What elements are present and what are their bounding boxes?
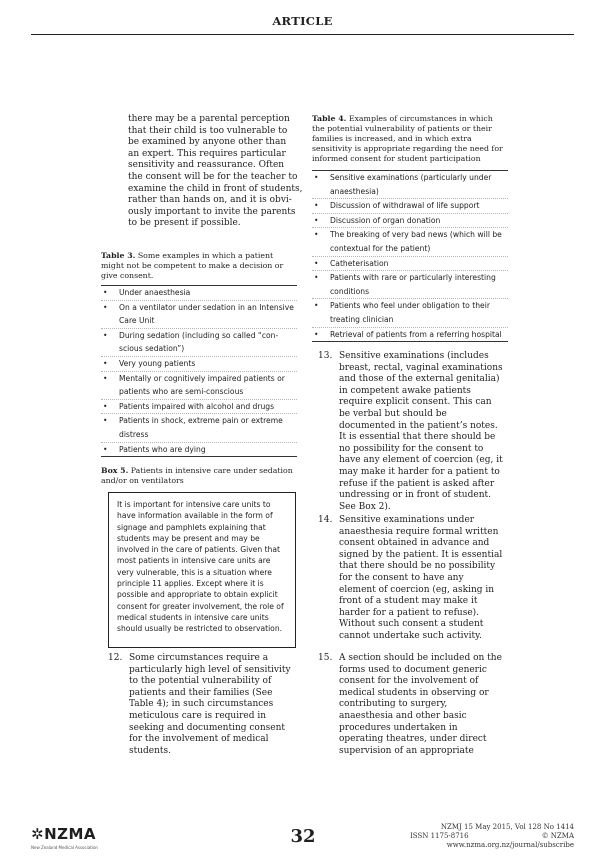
table4-item: • Discussion of withdrawal of life support (312, 199, 508, 214)
table3-list (101, 286, 297, 457)
table3-caption-text: Some examples in which a patient might not be competent to make a decision or give consent. (101, 251, 284, 280)
item-12-number: 12. (108, 653, 123, 663)
item-14-number: 14. (318, 515, 333, 525)
intro-paragraph (128, 114, 303, 230)
table3-item: • Patients who are dying (101, 443, 297, 458)
nzma-logo-text: ✲NZMA (31, 825, 97, 843)
table4-label: Table 4. (312, 114, 347, 123)
box5-text: It is important for intensive care units to have information available in the form of signage and pamphlets explaining that students may be present and may be involved in the care of patients. Given that most patients in intensive care units are very vulnerable, this is a situation where principle 11 applies. Except where it is possible and appropriate to obtain explicit consent for greater involvement, the role of medical students in intensive care units should usually be restricted to observation. (117, 500, 284, 634)
table3-label: Table 3. (101, 251, 136, 260)
page-number: 32 (290, 826, 316, 847)
intro-line: sensitivity and reassurance. Often (128, 160, 285, 171)
table3-caption (101, 251, 297, 281)
intro-line: rather than hands on, and it is obvi- (128, 195, 292, 206)
footer-citation (410, 823, 574, 850)
box5-label: Box 5. (101, 466, 129, 475)
table4-item: • Sensitive examinations (particularly under anaesthesia) (312, 171, 508, 199)
table3-item: • During sedation (including so called “con-scious sedation”) (101, 329, 297, 357)
intro-line: that their child is too vulnerable to (128, 125, 288, 136)
nzma-logo-subtitle: New Zealand Medical Association (31, 845, 98, 850)
section-header: ARTICLE (272, 14, 333, 28)
table4-item: • Retrieval of patients from a referring hospital (312, 328, 508, 343)
item-15 (318, 653, 503, 757)
table4-item: • Discussion of organ donation (312, 214, 508, 229)
intro-line: ously important to invite the parents (128, 206, 296, 217)
item-14-text: Sensitive examinations under anaesthesia require formal written consent obtained in advance and signed by the patient. It is essential that there should be no possibility for the consent to have any element of coercion (eg, asking in front of a student may make it harder for a patient to refuse). Without such consent a student cannot undertake such activity. (339, 515, 503, 641)
table4-caption (312, 114, 508, 164)
table4-item: • Catheterisation (312, 257, 508, 272)
item-13-text: Sensitive examinations (includes breast, rectal, vaginal examinations and those of the external genitalia) in competent awake patients require explicit consent. This can be verbal but should be documented in the patient’s notes. It is essential that there should be no possibility for the consent to have any element of coercion (eg, it may make it harder for a patient to refuse if the patient is asked after undressing or in front of student. See Box 2). (339, 351, 503, 512)
table4-item: • The breaking of very bad news (which will be contextual for the patient) (312, 228, 508, 256)
table4-item: • Patients with rare or particularly interesting conditions (312, 271, 508, 299)
table3-item: • Mentally or cognitively impaired patients or patients who are semi-conscious (101, 372, 297, 400)
intro-line: examine the child in front of students, (128, 183, 303, 194)
box5-caption-text: Patients in intensive care under sedation and/or on ventilators (101, 466, 293, 485)
citation-text: NZMJ 15 May 2015, Vol 128 No 1414 (440, 823, 574, 831)
table4-list (312, 171, 508, 342)
intro-line: the consent will be for the teacher to (128, 171, 298, 182)
logo-star-icon: ✲ (31, 825, 45, 843)
intro-line: there may be a parental perception (128, 114, 290, 124)
copyright-text: © NZMA (541, 832, 574, 840)
intro-line: an expert. This requires particular (128, 148, 286, 159)
item-15-text: A section should be included on the forms used to document generic consent for the involvement of medical students in observing or contributing to surgery, anaesthesia and other basic procedures undertaken in operating theatres, under direct supervision of an appropriate (339, 653, 502, 756)
item-14 (318, 515, 503, 643)
item-13-number: 13. (318, 351, 333, 361)
item-12 (108, 653, 295, 757)
item-12-text: Some circumstances require a particularly high level of sensitivity to the potential vulnerability of patients and their families (See Table 4); in such circumstances meticulous care is required in seeking and documenting consent for the involvement of medical students. (129, 653, 291, 756)
table3-item: • On a ventilator under sedation in an Intensive Care Unit (101, 301, 297, 329)
table4-item: • Patients who feel under obligation to their treating clinician (312, 299, 508, 327)
table3-item: • Patients in shock, extreme pain or extreme distress (101, 414, 297, 442)
nzma-logo (31, 825, 98, 850)
header-rule (31, 34, 574, 35)
item-13 (318, 351, 503, 513)
subscribe-link[interactable]: www.nzma.org.nz/journal/subscribe (446, 841, 574, 849)
item-15-number: 15. (318, 653, 333, 663)
table3-item: • Patients impaired with alcohol and drugs (101, 400, 297, 415)
issn-text: ISSN 1175-8716 (410, 832, 469, 840)
intro-line: to be present if possible. (128, 218, 241, 229)
table3-item: • Under anaesthesia (101, 286, 297, 301)
table4-caption-text: Examples of circumstances in which the potential vulnerability of patients or their families is increased, and in which extra sensitivity is appropriate regarding the need for informed consent for student participation (312, 114, 503, 163)
intro-line: be examined by anyone other than (128, 137, 287, 148)
table3-item: • Very young patients (101, 357, 297, 372)
box5-caption (101, 466, 297, 486)
box5-panel (108, 492, 296, 648)
